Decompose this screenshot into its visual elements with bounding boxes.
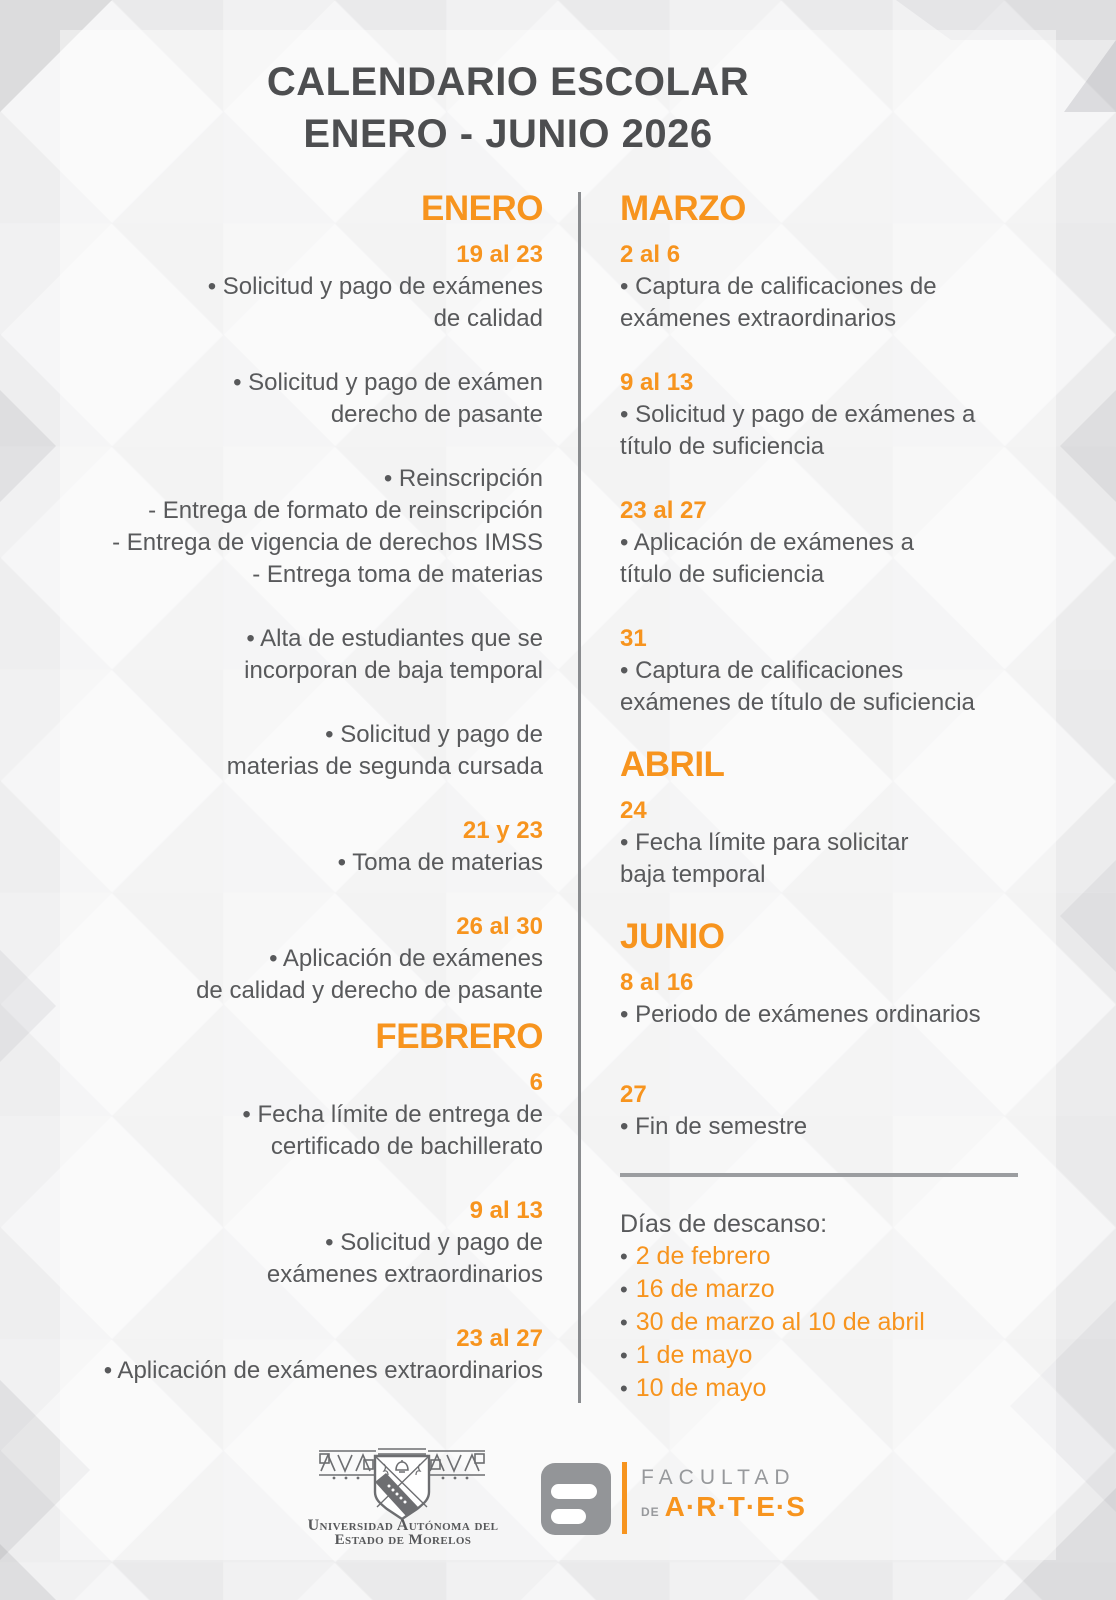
date-label: 2 al 6 — [620, 241, 681, 268]
column-right — [620, 187, 1050, 1405]
date-label: 21 y 23 — [462, 817, 543, 844]
bullet: • — [620, 1310, 628, 1335]
spacer — [23, 783, 543, 815]
date-label: 6 — [529, 1069, 543, 1096]
calendar-item: derecho de pasante — [330, 401, 543, 428]
spacer — [23, 431, 543, 463]
calendar-item: materias de segunda cursada — [226, 753, 543, 780]
calendar-item: baja temporal — [620, 861, 766, 888]
date-label: 23 al 27 — [456, 1325, 543, 1352]
spacer — [23, 1291, 543, 1323]
calendar-item: • Aplicación de exámenes — [269, 945, 543, 972]
date-label: 26 al 30 — [456, 913, 543, 940]
calendar-item: • Solicitud y pago de exámenes — [207, 273, 543, 300]
uaem-crest-icon — [316, 1442, 488, 1520]
calendar-item: • Fecha límite para solicitar — [620, 829, 909, 856]
uaem-logo — [316, 1442, 488, 1525]
artes-logo — [540, 1462, 806, 1536]
rest-day-text: 10 de mayo — [635, 1374, 767, 1402]
artes-wordmark — [641, 1462, 806, 1522]
calendar-item: • Solicitud y pago de — [325, 1229, 543, 1256]
rest-days-section — [620, 1208, 1050, 1405]
date-label: 8 al 16 — [620, 969, 694, 996]
date-label: 9 al 13 — [620, 369, 694, 396]
calendar-item: • Fin de semestre — [620, 1113, 808, 1140]
column-divider — [578, 192, 581, 1403]
date-label: 19 al 23 — [456, 241, 543, 268]
uaem-name-line1: Universidad Autónoma del — [307, 1517, 499, 1534]
spacer — [23, 591, 543, 623]
month-heading-enero: ENERO — [421, 189, 543, 228]
spacer — [620, 591, 1050, 623]
calendar-item: • Aplicación de exámenes a — [620, 529, 914, 556]
rest-day-item — [620, 1339, 1050, 1372]
uaem-name — [268, 1518, 538, 1548]
bullet: • — [620, 1376, 628, 1401]
artes-divider-bar — [622, 1462, 627, 1534]
date-label: 9 al 13 — [469, 1197, 543, 1224]
page-title-line1: CALENDARIO ESCOLAR — [266, 60, 750, 104]
date-label: 31 — [620, 625, 647, 652]
calendar-item: de calidad y derecho de pasante — [196, 977, 543, 1004]
calendar-item: • Periodo de exámenes ordinarios — [620, 1001, 981, 1028]
spacer — [620, 335, 1050, 367]
calendar-item: de calidad — [433, 305, 543, 332]
rest-day-text: 1 de mayo — [635, 1341, 753, 1369]
month-heading-marzo: MARZO — [620, 189, 746, 228]
month-heading-junio: JUNIO — [620, 917, 725, 956]
spacer — [23, 879, 543, 911]
spacer — [620, 1031, 1050, 1063]
calendar-item: certificado de bachillerato — [270, 1133, 543, 1160]
column-left — [23, 187, 543, 1387]
calendar-item: incorporan de baja temporal — [244, 657, 543, 684]
calendar-item: • Toma de materias — [337, 849, 543, 876]
month-heading-febrero: FEBRERO — [375, 1017, 543, 1056]
calendar-item: exámenes extraordinarios — [620, 305, 897, 332]
spacer — [23, 335, 543, 367]
date-label: 27 — [620, 1081, 647, 1108]
calendar-item: • Solicitud y pago de exámen — [233, 369, 543, 396]
calendar-item: - Entrega toma de materias — [252, 561, 543, 588]
calendar-item: título de suficiencia — [620, 561, 825, 588]
spacer — [620, 463, 1050, 495]
rest-day-text: 2 de febrero — [635, 1242, 771, 1270]
rest-day-text: 16 de marzo — [635, 1275, 775, 1303]
calendar-item: • Alta de estudiantes que se — [246, 625, 543, 652]
calendar-item: • Reinscripción — [383, 465, 543, 492]
artes-artes-text: A·R·T·E·S — [664, 1491, 806, 1522]
bullet: • — [620, 1244, 628, 1269]
calendar-item: • Captura de calificaciones — [620, 657, 904, 684]
calendar-item: - Entrega de vigencia de derechos IMSS — [112, 529, 543, 556]
spacer — [23, 687, 543, 719]
bullet: • — [620, 1343, 628, 1368]
uaem-name-line2: Estado de Morelos — [334, 1532, 472, 1548]
calendar-item: título de suficiencia — [620, 433, 825, 460]
rest-day-item — [620, 1306, 1050, 1339]
calendar-item: • Solicitud y pago de exámenes a — [620, 401, 976, 428]
rest-day-item — [620, 1372, 1050, 1405]
bullet: • — [620, 1277, 628, 1302]
calendar-item: exámenes de título de suficiencia — [620, 689, 975, 716]
rest-days-heading: Días de descanso: — [620, 1210, 828, 1238]
rest-day-item — [620, 1240, 1050, 1273]
month-heading-abril: ABRIL — [620, 745, 725, 784]
calendar-item: • Captura de calificaciones de — [620, 273, 937, 300]
page-title-line2: ENERO - JUNIO 2026 — [303, 112, 713, 156]
date-label: 23 al 27 — [620, 497, 707, 524]
artes-a-icon — [540, 1462, 612, 1536]
date-label: 24 — [620, 797, 647, 824]
calendar-item: exámenes extraordinarios — [266, 1261, 543, 1288]
artes-facultad-text: FACULTAD — [641, 1466, 796, 1489]
page-title — [0, 56, 1016, 160]
rest-day-text: 30 de marzo al 10 de abril — [635, 1308, 925, 1336]
calendar-item: • Solicitud y pago de — [325, 721, 543, 748]
artes-de-text: DE — [641, 1505, 660, 1519]
calendar-item: • Fecha límite de entrega de — [242, 1101, 543, 1128]
calendar-item: - Entrega de formato de reinscripción — [148, 497, 543, 524]
section-divider — [620, 1173, 1018, 1177]
rest-day-item — [620, 1273, 1050, 1306]
spacer — [23, 1163, 543, 1195]
calendar-item: • Aplicación de exámenes extraordinarios — [103, 1357, 543, 1384]
